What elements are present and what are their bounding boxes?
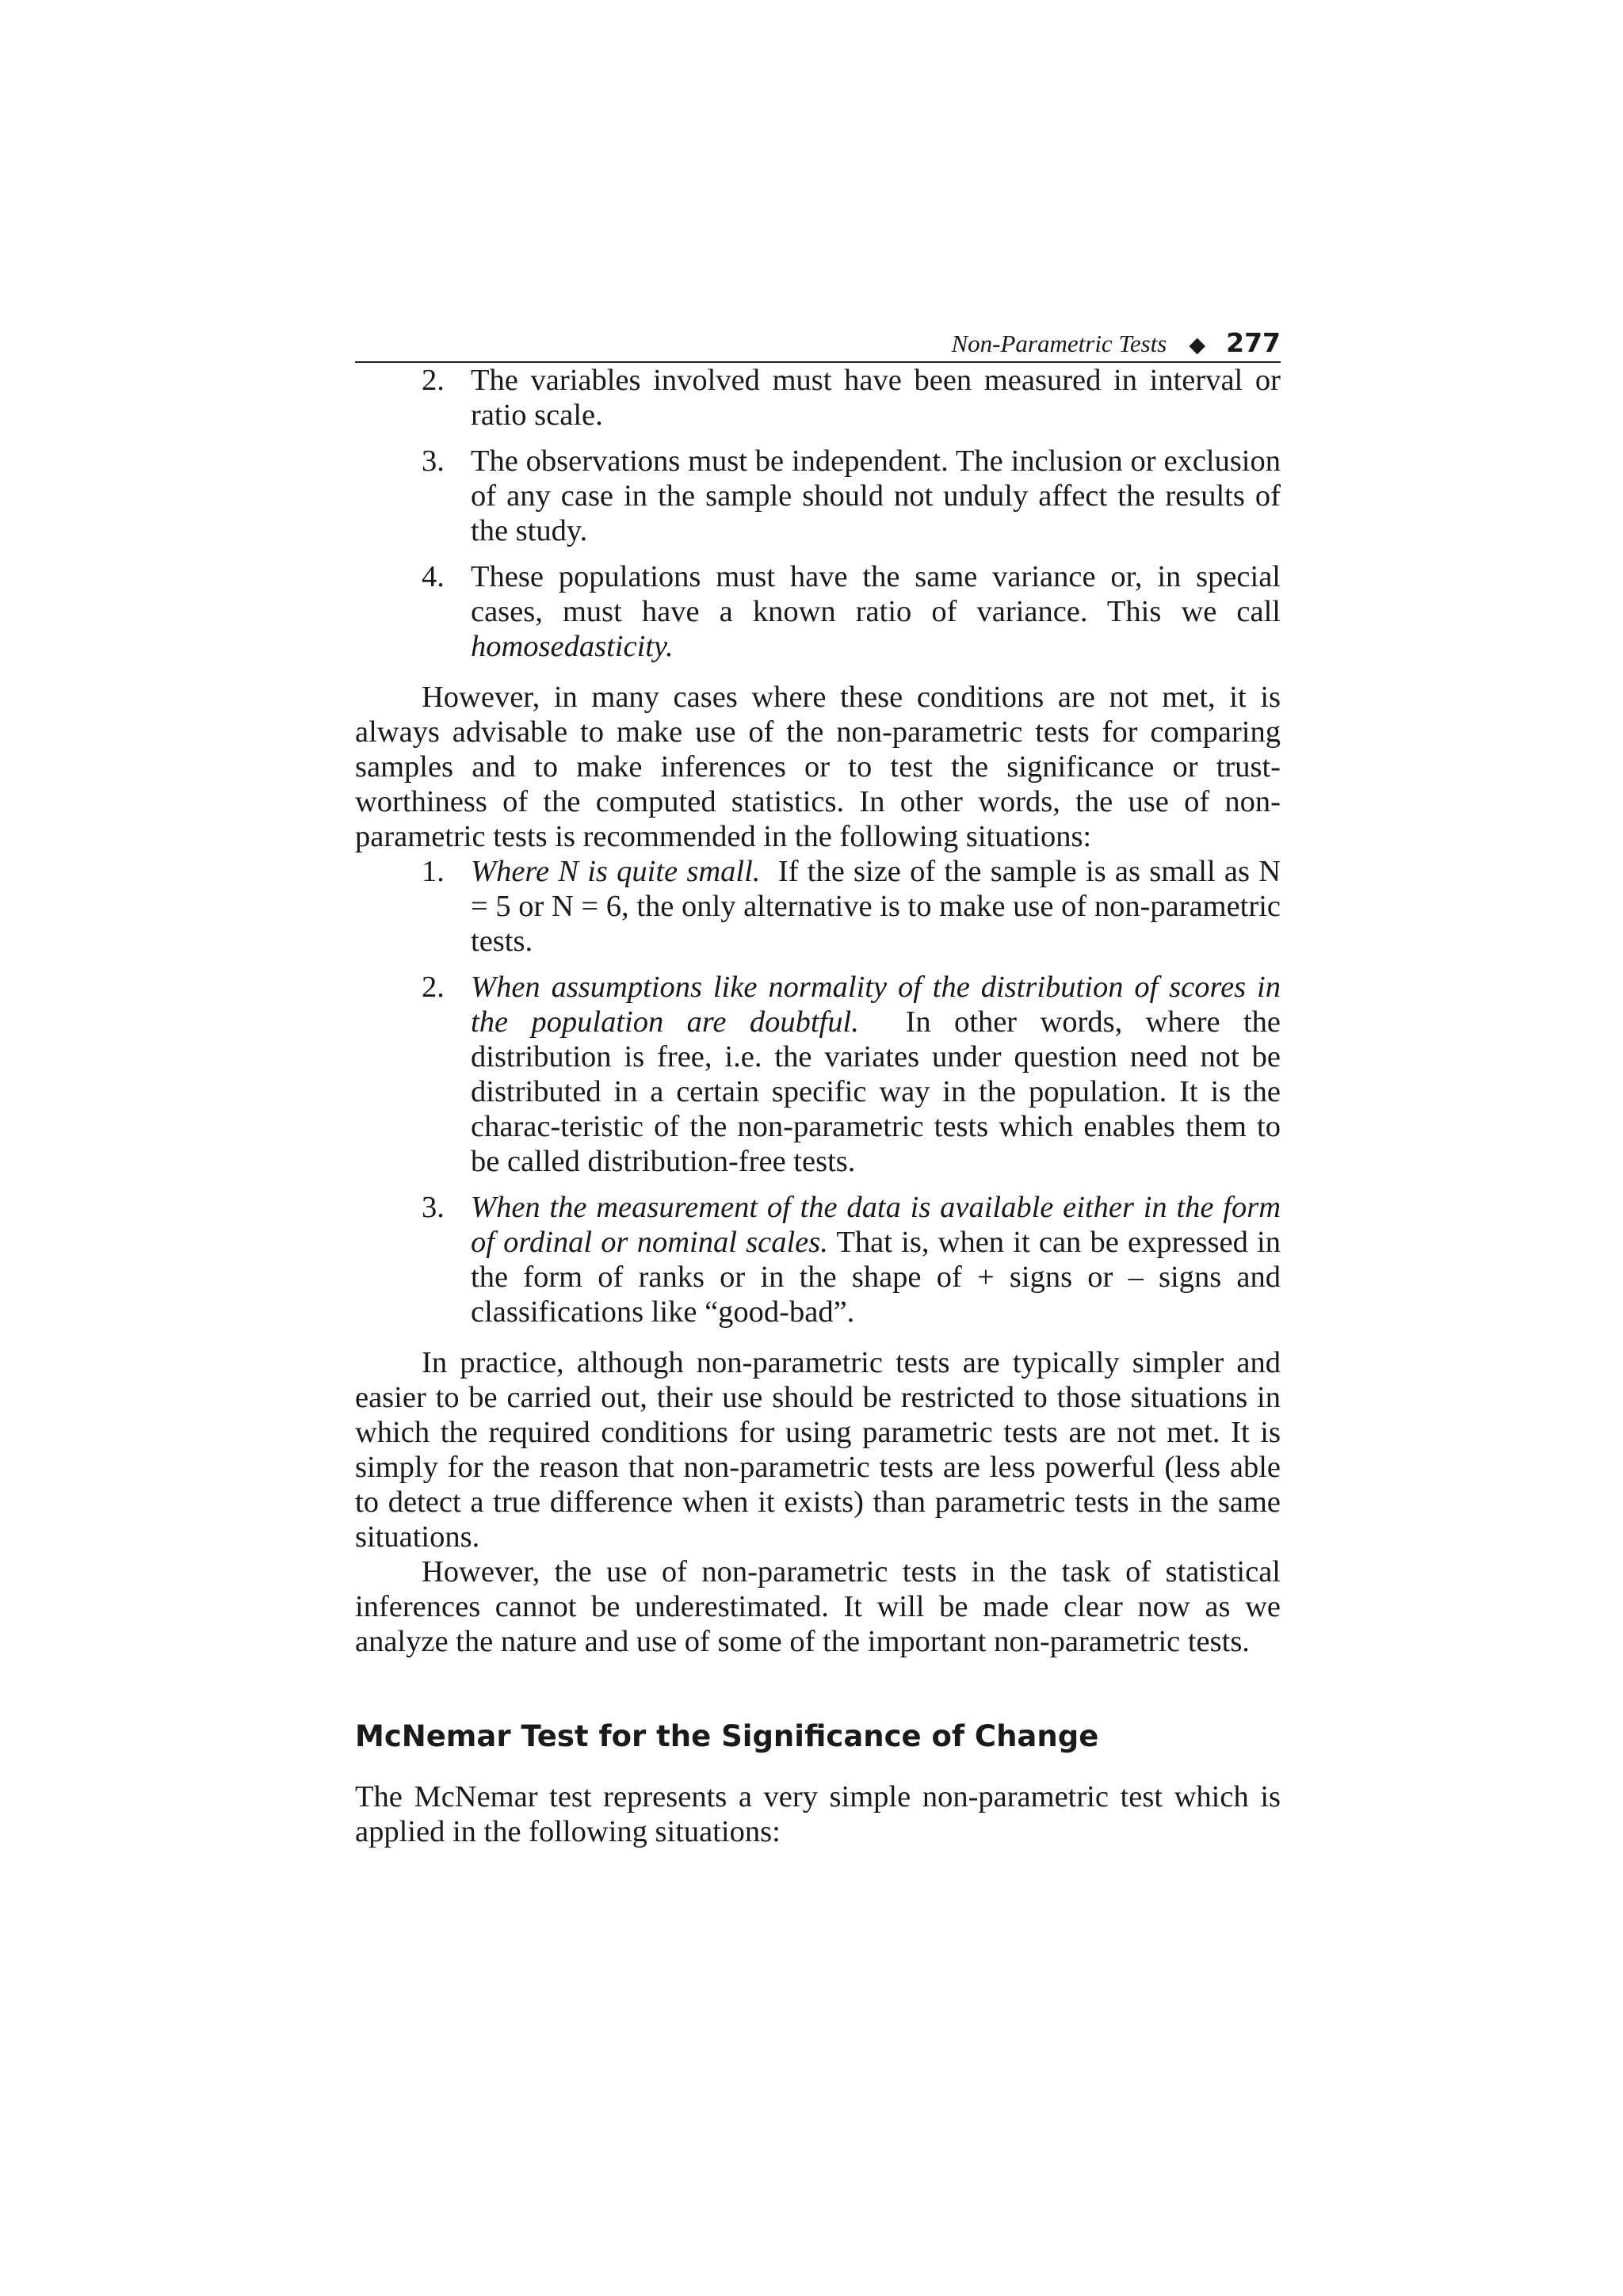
conditions-list (355, 363, 1281, 664)
list-item (355, 854, 1281, 959)
list-item-number: 2. (422, 364, 445, 397)
list-item-text: The observations must be independent. The inclusion or exclusion of any case in the sample should not unduly affect the results of the study. (471, 444, 1281, 547)
list-item-lead: Where N is quite small. (471, 855, 761, 888)
situations-list (355, 854, 1281, 1329)
list-item-text: In other words, where the distribution is free, i.e. the variates under question need not be distributed in a certain specific way in the population. It is the charac-teristic of the non-parametric tests which enables them to be called distribution-free tests. (471, 1005, 1281, 1178)
list-item-lead: When the measurement of the data is available either in the form of ordinal or nominal scales. (471, 1191, 1281, 1259)
list-item-text: These populations must have the same variance or, in special cases, must have a known ratio of variance. This we call (471, 560, 1281, 628)
paragraph: In practice, although non-parametric tests are typically simpler and easier to be carried out, their use should be restricted to those situations in which the required conditions for using parametric tests are not met. It is simply for the reason that non-parametric tests are less powerful (less able to detect a true difference when it exists) than parametric tests in the same situations. (355, 1346, 1281, 1554)
page-number: 277 (1226, 327, 1281, 358)
list-item (355, 970, 1281, 1179)
list-item-number: 3. (422, 444, 445, 478)
list-item-lead: When assumptions like normality of the distribution of scores in the population are doubtful. (471, 971, 1281, 1039)
list-item-text: The variables involved must have been measured in interval or ratio scale. (471, 364, 1281, 432)
running-header (355, 325, 1281, 363)
list-item-number: 1. (422, 855, 445, 888)
list-item-text: If the size of the sample is as small as N = 5 or N = 6, the only alternative is to make use of non-parametric tests. (471, 855, 1281, 958)
paragraph: However, in many cases where these conditions are not met, it is always advisable to make use of the non-parametric tests for comparing samples and to make inferences or to test the significance or trust-worthiness of the computed statistics. In other words, the use of non-parametric tests is recommended in the following situations: (355, 681, 1281, 853)
list-item (355, 444, 1281, 548)
diamond-icon: ◆ (1189, 333, 1206, 357)
list-item-text: That is, when it can be expressed in the form of ranks or in the shape of + signs or – signs and classifications like “good-bad”. (471, 1226, 1281, 1329)
book-page (355, 325, 1281, 1849)
list-item-number: 3. (422, 1191, 445, 1224)
running-head-title: Non-Parametric Tests (951, 330, 1167, 357)
list-item-number: 2. (422, 971, 445, 1004)
list-item (355, 559, 1281, 664)
paragraph: However, the use of non-parametric tests in the task of statistical inferences cannot be underestimated. It will be made clear now as we analyze the nature and use of some of the important non-parametric tests. (355, 1555, 1281, 1658)
section-heading: McNemar Test for the Significance of Change (355, 1719, 1099, 1753)
list-item-number: 4. (422, 560, 445, 593)
list-item (355, 363, 1281, 433)
list-item (355, 1190, 1281, 1329)
list-item-term: homosedasticity. (471, 630, 674, 663)
paragraph: The McNemar test represents a very simple non-parametric test which is applied in the following situations: (355, 1780, 1281, 1848)
